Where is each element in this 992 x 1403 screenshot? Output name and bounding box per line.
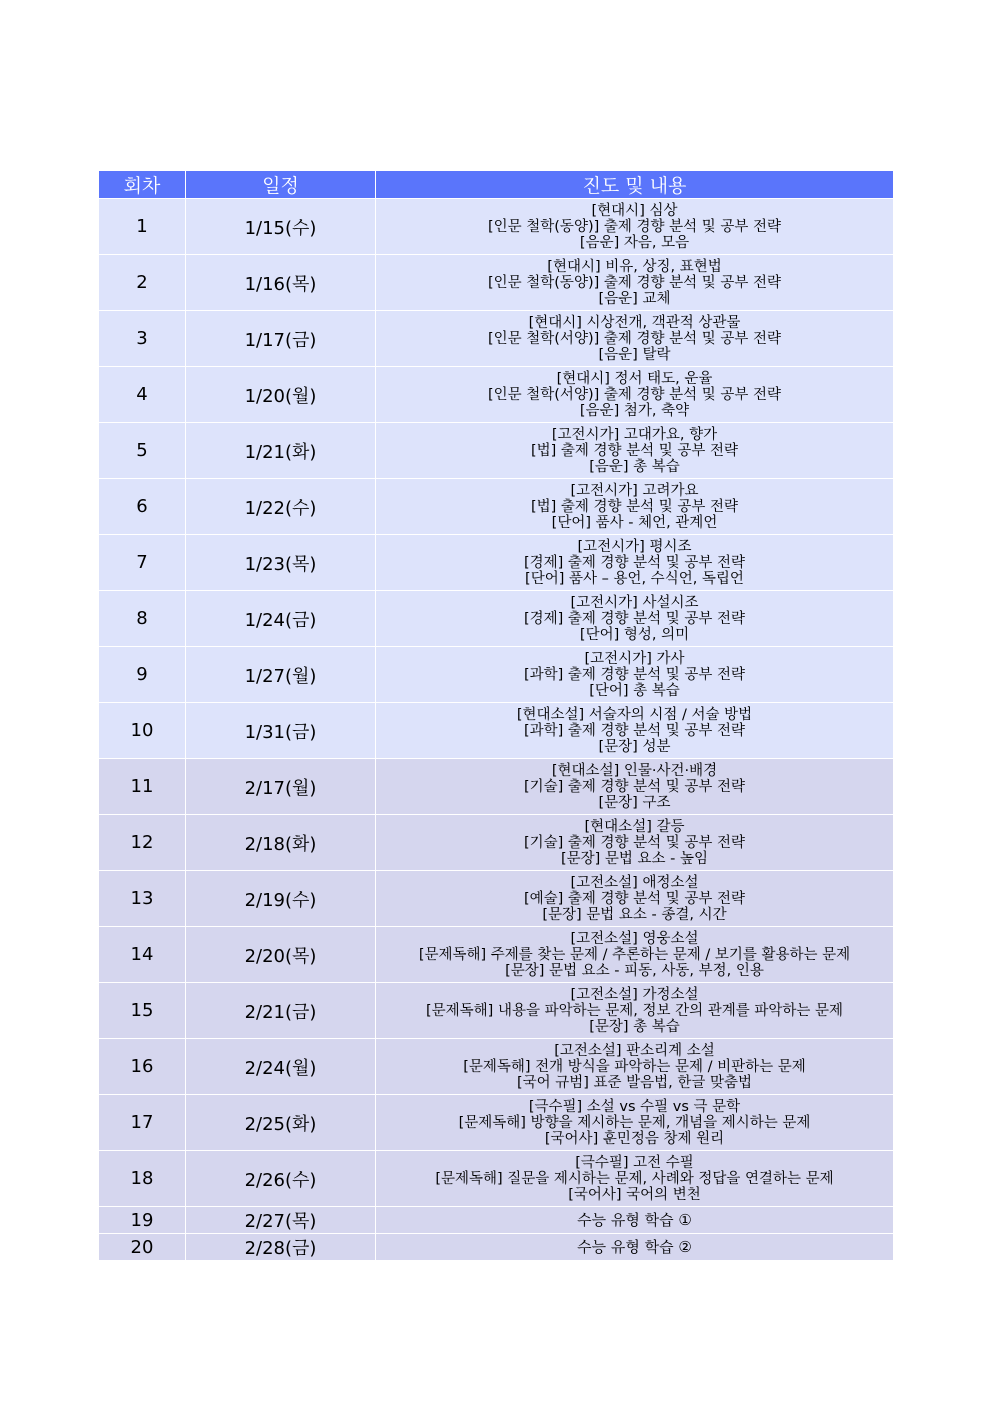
table-row [99, 199, 894, 255]
content-line: [문장] 문법 요소 - 피동, 사동, 부정, 인용 [505, 962, 764, 979]
content-cell [376, 1039, 894, 1095]
table-row [99, 367, 894, 423]
content-cell [376, 423, 894, 479]
date-cell: 1/27(월) [186, 647, 376, 703]
header-row [99, 171, 894, 199]
content-line: [국어사] 훈민정음 창제 원리 [544, 1130, 725, 1147]
content-cell [376, 647, 894, 703]
content-line: [고전시가] 평시조 [577, 538, 692, 555]
date-cell: 1/24(금) [186, 591, 376, 647]
content-line: [문제독해] 주제를 찾는 문제 / 추론하는 문제 / 보기를 활용하는 문제 [418, 946, 851, 963]
content-cell [376, 983, 894, 1039]
date-cell: 2/20(목) [186, 927, 376, 983]
table-row [99, 255, 894, 311]
date-cell: 1/22(수) [186, 479, 376, 535]
content-line: [단어] 품사 – 용언, 수식언, 독립언 [525, 570, 744, 587]
round-cell: 2 [99, 255, 186, 311]
date-cell: 1/17(금) [186, 311, 376, 367]
content-cell [376, 1095, 894, 1151]
round-cell: 8 [99, 591, 186, 647]
schedule-table [98, 170, 894, 1261]
content-line: [인문 철학(동양)] 출제 경향 분석 및 공부 전략 [487, 218, 781, 235]
content-line: [인문 철학(서양)] 출제 경향 분석 및 공부 전략 [487, 386, 781, 403]
round-cell: 16 [99, 1039, 186, 1095]
content-cell [376, 1234, 894, 1261]
schedule-body [99, 199, 894, 1261]
content-line: [기술] 출제 경향 분석 및 공부 전략 [523, 778, 746, 795]
content-line: [국어 규범] 표준 발음법, 한글 맞춤법 [516, 1074, 753, 1091]
content-line: [현대시] 비유, 상징, 표현법 [547, 258, 722, 275]
content-line: [고전소설] 영웅소설 [570, 930, 699, 947]
round-cell: 5 [99, 423, 186, 479]
content-line: [경제] 출제 경향 분석 및 공부 전략 [523, 554, 746, 571]
date-cell: 2/21(금) [186, 983, 376, 1039]
round-cell: 9 [99, 647, 186, 703]
table-row [99, 479, 894, 535]
round-cell: 1 [99, 199, 186, 255]
content-line: [과학] 출제 경향 분석 및 공부 전략 [523, 722, 746, 739]
content-line: [고전소설] 애정소설 [570, 874, 699, 891]
content-line: [음운] 탈락 [598, 346, 671, 363]
content-cell [376, 1207, 894, 1234]
content-line: [음운] 총 복습 [589, 458, 680, 475]
date-cell: 2/26(수) [186, 1151, 376, 1207]
table-row [99, 535, 894, 591]
content-cell [376, 199, 894, 255]
content-line: [현대시] 심상 [591, 202, 678, 219]
table-row [99, 1207, 894, 1234]
content-cell [376, 871, 894, 927]
round-cell: 19 [99, 1207, 186, 1234]
content-line: [기술] 출제 경향 분석 및 공부 전략 [523, 834, 746, 851]
content-line: [음운] 교체 [598, 290, 671, 307]
header-content: 진도 및 내용 [376, 171, 894, 199]
content-line: [고전시가] 고려가요 [570, 482, 699, 499]
table-row [99, 1234, 894, 1261]
table-row [99, 311, 894, 367]
header-date: 일정 [186, 171, 376, 199]
table-row [99, 1151, 894, 1207]
content-line: [문제독해] 전개 방식을 파악하는 문제 / 비판하는 문제 [463, 1058, 806, 1075]
content-line: [고전소설] 판소리계 소설 [554, 1042, 715, 1059]
content-line: [현대시] 시상전개, 객관적 상관물 [528, 314, 741, 331]
date-cell: 2/19(수) [186, 871, 376, 927]
date-cell: 1/23(목) [186, 535, 376, 591]
date-cell: 2/24(월) [186, 1039, 376, 1095]
table-row [99, 423, 894, 479]
content-cell [376, 535, 894, 591]
content-line: [단어] 총 복습 [589, 682, 680, 699]
content-cell [376, 703, 894, 759]
date-cell: 2/17(월) [186, 759, 376, 815]
content-line: [음운] 첨가, 축약 [579, 402, 690, 419]
content-line: [문제독해] 방향을 제시하는 문제, 개념을 제시하는 문제 [458, 1114, 811, 1131]
date-cell: 2/27(목) [186, 1207, 376, 1234]
round-cell: 18 [99, 1151, 186, 1207]
content-line: [극수필] 소설 vs 수필 vs 극 문학 [528, 1098, 741, 1115]
table-row [99, 591, 894, 647]
content-cell [376, 815, 894, 871]
content-cell [376, 479, 894, 535]
round-cell: 6 [99, 479, 186, 535]
content-line: [문장] 성분 [598, 738, 671, 755]
content-cell [376, 759, 894, 815]
round-cell: 4 [99, 367, 186, 423]
content-cell [376, 311, 894, 367]
round-cell: 11 [99, 759, 186, 815]
content-line: [극수필] 고전 수필 [575, 1154, 694, 1171]
round-cell: 17 [99, 1095, 186, 1151]
content-cell [376, 367, 894, 423]
content-line: [음운] 자음, 모음 [579, 234, 690, 251]
content-line: [단어] 형성, 의미 [579, 626, 690, 643]
content-line: [고전시가] 가사 [584, 650, 685, 667]
round-cell: 7 [99, 535, 186, 591]
table-row [99, 1095, 894, 1151]
content-line: [고전시가] 사설시조 [570, 594, 699, 611]
round-cell: 13 [99, 871, 186, 927]
content-line: [문장] 문법 요소 - 높임 [560, 850, 709, 867]
table-row [99, 703, 894, 759]
table-row [99, 759, 894, 815]
content-cell [376, 1151, 894, 1207]
date-cell: 1/21(화) [186, 423, 376, 479]
content-line: [경제] 출제 경향 분석 및 공부 전략 [523, 610, 746, 627]
round-cell: 20 [99, 1234, 186, 1261]
content-line: [현대소설] 서술자의 시점 / 서술 방법 [516, 706, 753, 723]
content-line: [문장] 구조 [598, 794, 671, 811]
content-line: [예술] 출제 경향 분석 및 공부 전략 [523, 890, 746, 907]
content-line: [문장] 총 복습 [589, 1018, 680, 1035]
date-cell: 1/16(목) [186, 255, 376, 311]
table-row [99, 1039, 894, 1095]
date-cell: 2/25(화) [186, 1095, 376, 1151]
content-line: [법] 출제 경향 분석 및 공부 전략 [530, 498, 739, 515]
table-row [99, 815, 894, 871]
date-cell: 2/18(화) [186, 815, 376, 871]
content-line: [현대소설] 갈등 [584, 818, 685, 835]
round-cell: 3 [99, 311, 186, 367]
content-line: [문제독해] 질문을 제시하는 문제, 사례와 정답을 연결하는 문제 [435, 1170, 834, 1187]
content-line: [인문 철학(동양)] 출제 경향 분석 및 공부 전략 [487, 274, 781, 291]
content-line: [문장] 문법 요소 - 종결, 시간 [542, 906, 727, 923]
round-cell: 15 [99, 983, 186, 1039]
content-line: [문제독해] 내용을 파악하는 문제, 정보 간의 관계를 파악하는 문제 [426, 1002, 843, 1019]
content-line: [과학] 출제 경향 분석 및 공부 전략 [523, 666, 746, 683]
table-row [99, 871, 894, 927]
content-line: [현대시] 정서 태도, 운율 [556, 370, 713, 387]
date-cell: 1/31(금) [186, 703, 376, 759]
round-cell: 12 [99, 815, 186, 871]
content-line: [국어사] 국어의 변천 [568, 1186, 701, 1203]
content-line: [고전시가] 고대가요, 향가 [551, 426, 718, 443]
table-row [99, 927, 894, 983]
content-line: 수능 유형 학습 ① [577, 1211, 692, 1229]
content-line: [법] 출제 경향 분석 및 공부 전략 [530, 442, 739, 459]
content-line: [현대소설] 인물·사건·배경 [551, 762, 718, 779]
date-cell: 2/28(금) [186, 1234, 376, 1261]
table-row [99, 983, 894, 1039]
header-round: 회차 [99, 171, 186, 199]
content-line: [인문 철학(서양)] 출제 경향 분석 및 공부 전략 [487, 330, 781, 347]
content-line: [단어] 품사 - 체언, 관계언 [551, 514, 718, 531]
table-row [99, 647, 894, 703]
content-cell [376, 255, 894, 311]
content-cell [376, 927, 894, 983]
round-cell: 10 [99, 703, 186, 759]
content-cell [376, 591, 894, 647]
content-line: 수능 유형 학습 ② [577, 1238, 692, 1256]
round-cell: 14 [99, 927, 186, 983]
date-cell: 1/20(월) [186, 367, 376, 423]
content-line: [고전소설] 가정소설 [570, 986, 699, 1003]
date-cell: 1/15(수) [186, 199, 376, 255]
